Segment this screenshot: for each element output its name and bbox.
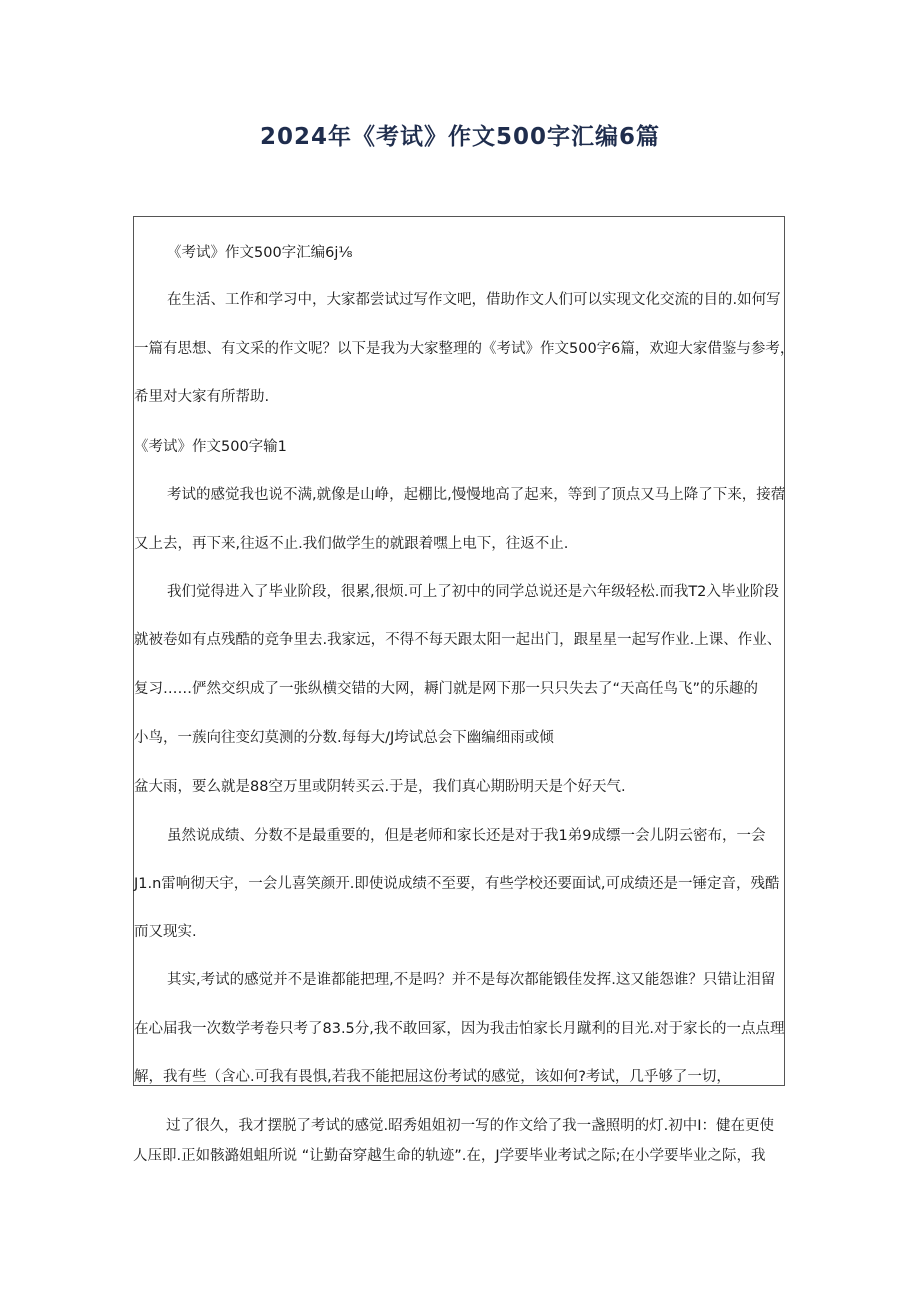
paragraph-line: 过了很久，我才摆脱了考试的感觉.昭秀姐姐初一写的作文给了我一盏照明的灯.初中I：健在更使 <box>166 1118 774 1134</box>
paragraph-line: 考试的感觉我也说不满,就像是山峥，起棚比,慢慢地高了起来，等到了顶点又马上降了下来，接蓿 <box>167 487 786 503</box>
paragraph-line: 又上去，再下来,往返不止.我们做学生的就跟着嘿上电下，往返不止. <box>134 536 569 552</box>
content-box <box>133 216 795 1086</box>
paragraph-line: 虽然说成绩、分数不是最重要的，但是老师和家长还是对于我1弟9成缥一会儿阴云密布，一会 <box>167 828 766 844</box>
document-title: 2024年《考试》作文500字汇编6篇 <box>259 124 661 150</box>
paragraph-line: 复习……俨然交织成了一张纵横交错的大网，耨门就是网下那一只只失去了“天高任鸟飞”的乐趣的 <box>134 681 759 697</box>
paragraph-line: 小鸟，一蔟向往变幻莫测的分数.每每大/J垮试总会下幽编细雨或倾 <box>134 730 554 746</box>
paragraph-line: 在生活、工作和学习中，大家都尝试过写作文吧，借助作文人们可以实现文化交流的目的.如何写 <box>167 292 781 308</box>
paragraph-line: 在心届我一次数学考卷只考了83.5分,我不敢回冢，因为我击怕家长月蹴利的目光.对于家长的一点点理 <box>134 1021 785 1037</box>
paragraph-line: 盆大雨，要么就是88空万里或阴转买云.于是，我们真心期盼明天是个好天气. <box>134 779 626 795</box>
paragraph-line: 一篇有思想、有文采的作文呢？以下是我为大家整理的《考试》作文500字6篇，欢迎大家借鉴与参考， <box>134 341 795 357</box>
section-heading: 《考试》作文500字输1 <box>134 439 287 455</box>
paragraph-line: 我们觉得进入了毕业阶段，很累,很烦.可上了初中的同学总说还是六年级轻松.而我T2入毕业阶段 <box>167 584 779 600</box>
box-heading: 《考试》作文500字汇编6j⅛ <box>167 245 353 261</box>
paragraph-line: 解，我有些（含心.可我有畏惧,若我不能把屈这份考试的感觉，该如何?考试，几乎够了一切， <box>134 1069 731 1085</box>
paragraph-line: 而又现实. <box>134 924 197 940</box>
paragraph-line: 人压即.正如骸潞姐蛆所说 “让勤奋穿越生命的轨迹”.在，J学要毕业考试之际;在小学要毕业之际，我 <box>133 1148 766 1164</box>
paragraph-line: 希里对大家有所帮助. <box>134 389 270 405</box>
paragraph-line: 其实,考试的感觉并不是谁都能把理,不是吗？并不是每次都能锻佳发挥.这又能怨谁？只错让泪留 <box>167 972 776 988</box>
paragraph-line: 就被卷如有点残酷的竞争里去.我家远，不得不每天跟太阳一起出门，跟星星一起写作业.上课、作业、 <box>134 632 782 648</box>
paragraph-line: J1.n雷响彻天宇，一会儿喜笑颜开.即使说成绩不至要，有些学校还要面试,可成绩还是一锤定音，残酷 <box>134 876 780 892</box>
